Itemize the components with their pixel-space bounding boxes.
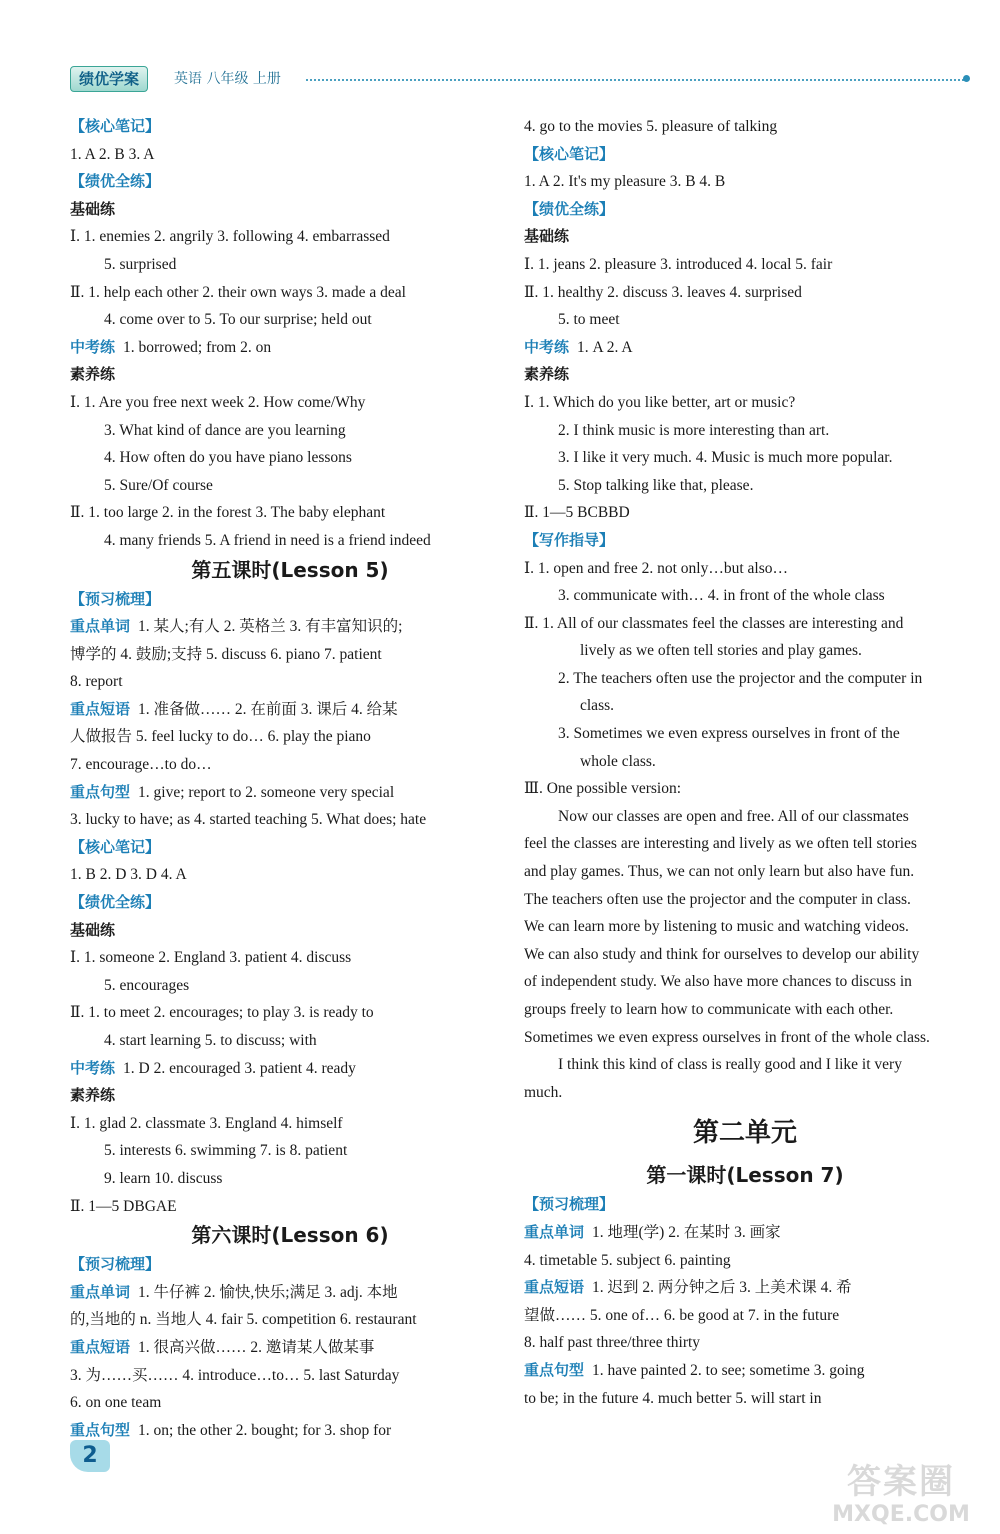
right-column [524, 113, 966, 1412]
answer-line: 4. many friends 5. A friend in need is a friend indeed [104, 531, 431, 549]
answer-line: 4. go to the movies 5. pleasure of talking [524, 118, 778, 135]
key-label: 重点句型 [70, 782, 131, 801]
watermark-logo [808, 1462, 994, 1532]
answer-line: 4. timetable 5. subject 6. painting [524, 1251, 731, 1269]
answer-text: 1. A 2. A [577, 338, 633, 356]
book-info: 英语 八年级 上册 [174, 71, 281, 87]
answer-line: 5. surprised [104, 255, 177, 273]
answer-line: Ⅰ. 1. Are you free next week 2. How come/Why [70, 393, 366, 411]
answer-line: We can learn more by listening to music and watching videos. [524, 918, 909, 936]
answer-text: 1. 某人;有人 2. 英格兰 3. 有丰富知识的; [138, 618, 403, 636]
answer-line: 4. come over to 5. To our surprise; held out [104, 311, 372, 329]
answer-line: We can also study and think for ourselves to develop our ability [524, 945, 920, 963]
answer-line: 1. A 2. B 3. A [70, 145, 155, 163]
answer-line: 8. report [70, 673, 123, 691]
answer-line: 3. What kind of dance are you learning [104, 421, 346, 439]
answer-line: Ⅱ. 1. help each other 2. their own ways 3. made a deal [70, 283, 406, 301]
lesson-title: 第六课时(Lesson 6) [191, 1223, 389, 1248]
answer-line: Ⅱ. 1. to meet 2. encourages; to play 3. is ready to [70, 1004, 374, 1022]
answer-line: 4. How often do you have piano lessons [104, 449, 352, 467]
answer-line: 3. lucky to have; as 4. started teaching 5. What does; hate [70, 811, 427, 829]
answer-line [70, 334, 510, 362]
key-label: 重点句型 [70, 1420, 131, 1439]
key-label: 重点单词 [524, 1222, 585, 1241]
key-label: 重点短语 [70, 1337, 131, 1356]
lesson-title: 第一课时(Lesson 7) [646, 1163, 844, 1188]
section-heading: 【核心笔记】 [524, 144, 615, 163]
answer-line: 3. communicate with… 4. in front of the whole class [558, 587, 885, 605]
answer-line: Ⅱ. 1. too large 2. in the forest 3. The baby elephant [70, 504, 386, 522]
answer-line: Ⅱ. 1—5 DBGAE [70, 1197, 177, 1215]
answer-line: 的,当地的 n. 当地人 4. fair 5. competition 6. restaurant [70, 1311, 417, 1329]
section-heading: 【绩优全练】 [70, 893, 161, 912]
answer-line: class. [580, 697, 615, 715]
section-heading: 【预习梳理】 [70, 589, 161, 608]
brand-logo: 绩优学案 [70, 66, 148, 92]
answer-line: 6. on one team [70, 1394, 162, 1412]
answer-line: 5. Sure/Of course [104, 476, 213, 494]
answer-line [70, 1417, 510, 1445]
answer-line [524, 1274, 966, 1302]
answer-line: Ⅲ. One possible version: [524, 780, 682, 798]
essay-paragraph-start: Now our classes are open and free. All of our classmates [558, 807, 909, 825]
answer-line [70, 613, 510, 641]
subsection-heading: 基础练 [524, 227, 570, 246]
subsection-heading: 基础练 [70, 920, 116, 939]
answer-line: 博学的 4. 鼓励;支持 5. discuss 6. piano 7. patient [70, 645, 382, 663]
answer-line [70, 1055, 510, 1083]
subsection-heading: 素养练 [70, 1086, 116, 1105]
answer-line: Ⅰ. 1. enemies 2. angrily 3. following 4. embarrassed [70, 228, 390, 246]
answer-line: and play games. Thus, we can not only learn but also have fun. [524, 863, 915, 881]
answer-line [70, 1279, 510, 1307]
answer-line: The teachers often use the projector and the computer in class. [524, 890, 911, 908]
answer-line: groups freely to learn how to communicate with each other. [524, 1001, 894, 1018]
answer-line: Ⅰ. 1. Which do you like better, art or music? [524, 393, 796, 411]
lesson-title: 第五课时(Lesson 5) [191, 557, 389, 582]
left-column [70, 113, 510, 1444]
watermark-en: MXQE.COM [832, 1502, 970, 1527]
answer-text: 1. 很高兴做…… 2. 邀请某人做某事 [138, 1338, 375, 1356]
header-dot-icon [963, 75, 970, 82]
answer-line: 4. start learning 5. to discuss; with [104, 1032, 317, 1049]
unit-title: 第二单元 [692, 1118, 797, 1149]
answer-text: 1. 准备做…… 2. 在前面 3. 课后 4. 给某 [138, 700, 398, 718]
section-heading: 【写作指导】 [524, 530, 615, 549]
key-label: 重点短语 [70, 699, 131, 718]
answer-line: feel the classes are interesting and lively as we often tell stories [524, 835, 917, 853]
answer-line: 9. learn 10. discuss [104, 1169, 223, 1187]
answer-line: 2. I think music is more interesting than art. [558, 421, 830, 439]
key-label: 中考练 [70, 337, 116, 356]
section-heading: 【预习梳理】 [70, 1255, 161, 1274]
answer-line: Ⅰ. 1. glad 2. classmate 3. England 4. himself [70, 1114, 343, 1132]
answer-text: 1. borrowed; from 2. on [123, 338, 272, 356]
page-header [70, 66, 970, 92]
key-label: 重点句型 [524, 1360, 585, 1379]
key-label: 重点短语 [524, 1278, 585, 1297]
key-label: 中考练 [70, 1058, 116, 1077]
key-label: 重点单词 [70, 1282, 131, 1301]
subsection-heading: 基础练 [70, 199, 116, 218]
key-label: 中考练 [524, 337, 570, 356]
answer-line: 7. encourage…to do… [70, 756, 212, 774]
answer-line: Sometimes we even express ourselves in front of the whole class. [524, 1028, 930, 1046]
answer-text: 1. on; the other 2. bought; for 3. shop for [138, 1421, 392, 1439]
answer-line: 2. The teachers often use the projector and the computer in [558, 669, 923, 687]
section-heading: 【预习梳理】 [524, 1195, 615, 1214]
section-heading: 【绩优全练】 [70, 172, 161, 191]
answer-line: 望做…… 5. one of… 6. be good at 7. in the future [524, 1306, 840, 1324]
answer-text: 1. 地理(学) 2. 在某时 3. 画家 [592, 1223, 781, 1241]
answer-line: 5. Stop talking like that, please. [558, 476, 754, 494]
answer-line [70, 779, 510, 807]
section-heading: 【绩优全练】 [524, 199, 615, 218]
answer-text: 1. D 2. encouraged 3. patient 4. ready [123, 1059, 356, 1077]
answer-line [524, 334, 966, 362]
answer-line: 1. B 2. D 3. D 4. A [70, 866, 187, 884]
header-dotted-rule [306, 79, 964, 81]
answer-line: to be; in the future 4. much better 5. will start in [524, 1389, 822, 1407]
answer-line: whole class. [580, 752, 656, 770]
answer-line: of independent study. We also have more chances to discuss in [524, 973, 912, 991]
key-label: 重点单词 [70, 617, 131, 636]
watermark-cn: 答案圈 [847, 1462, 955, 1502]
section-heading: 【核心笔记】 [70, 837, 161, 856]
answer-text: 1. have painted 2. to see; sometime 3. going [592, 1361, 865, 1379]
answer-line: lively as we often tell stories and play games. [580, 642, 862, 660]
answer-line: much. [524, 1083, 563, 1101]
answer-line: 3. 为……买…… 4. introduce…to… 5. last Saturday [70, 1366, 400, 1384]
subsection-heading: 素养练 [70, 365, 116, 384]
answer-line [70, 1334, 510, 1362]
subsection-heading: 素养练 [524, 365, 570, 384]
answer-line: 5. encourages [104, 976, 190, 994]
answer-line: 1. A 2. It's my pleasure 3. B 4. B [524, 173, 726, 191]
answer-line: Ⅱ. 1. healthy 2. discuss 3. leaves 4. surprised [524, 283, 802, 301]
answer-line: Ⅰ. 1. open and free 2. not only…but also… [524, 559, 788, 577]
answer-line: Ⅱ. 1—5 BCBBD [524, 504, 630, 522]
answer-line: 5. to meet [558, 311, 620, 329]
answer-text: 1. 牛仔裤 2. 愉快,快乐;满足 3. adj. 本地 [138, 1283, 398, 1301]
section-heading: 【核心笔记】 [70, 117, 161, 135]
answer-line: 8. half past three/three thirty [524, 1334, 701, 1352]
answer-line: Ⅱ. 1. All of our classmates feel the classes are interesting and [524, 614, 904, 632]
answer-line [524, 1219, 966, 1247]
page-number: 2 [70, 1440, 110, 1472]
essay-paragraph-start: I think this kind of class is really good and I like it very [558, 1056, 902, 1074]
answer-line: Ⅰ. 1. jeans 2. pleasure 3. introduced 4. local 5. fair [524, 255, 833, 273]
answer-line: 5. interests 6. swimming 7. is 8. patient [104, 1142, 348, 1160]
answer-text: 1. give; report to 2. someone very special [138, 783, 395, 801]
answer-line: 3. I like it very much. 4. Music is much more popular. [558, 449, 893, 467]
answer-line: 3. Sometimes we even express ourselves in front of the [558, 725, 900, 743]
answer-line: Ⅰ. 1. someone 2. England 3. patient 4. discuss [70, 949, 352, 967]
answer-line [524, 1357, 966, 1385]
answer-line [70, 696, 510, 724]
answer-text: 1. 迟到 2. 两分钟之后 3. 上美术课 4. 希 [592, 1279, 852, 1297]
answer-line: 人做报告 5. feel lucky to do… 6. play the piano [70, 728, 371, 746]
